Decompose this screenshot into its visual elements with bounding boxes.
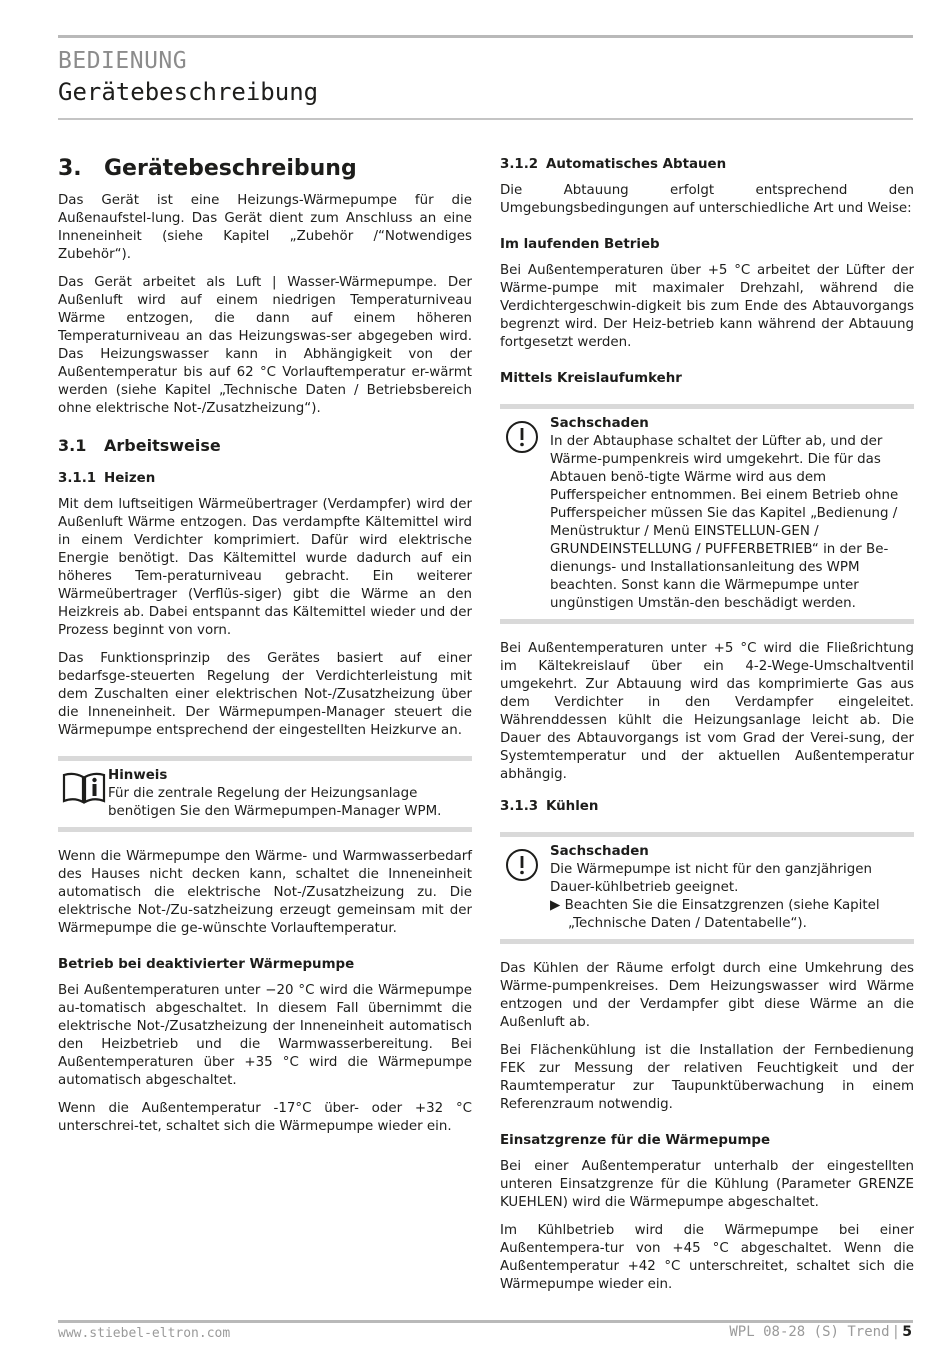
subsection-heading: [500, 156, 914, 174]
warning-box: [500, 832, 914, 944]
subsection-title: Automatisches Abtauen: [546, 157, 727, 172]
subsection-title: Heizen: [104, 471, 156, 486]
paragraph: Im Kühlbetrieb wird die Wärmepumpe bei einer Außentempera-tur von +45 °C abgeschaltet. Wenn die Außentemperatur +42 °C unterschreitet, schaltet sich die Wärmepumpe wieder ein.: [500, 1223, 914, 1292]
paragraph: Das Funktionsprinzip des Gerätes basiert auf einer bedarfsge-steuerten Regelung der Verdichterleistung mit dem Zuschalten einer elektrischen Not-/Zusatzheizung über die Inneneinheit. Der Wärmepumpen-Manager steuert die Wärmepumpe entsprechend der eingestellten Heizkurve an.: [58, 651, 472, 738]
triangle-bullet-icon: ▶: [550, 898, 565, 913]
section-heading: [58, 436, 472, 456]
top-rule: [58, 35, 913, 38]
warning-text: In der Abtauphase schaltet der Lüfter ab, und der Wärme-pumpenkreis wird umgekehrt. Die für das Abtauen benö-tigte Wärme wird aus dem Pufferspeicher entnommen. Bei einem Betrieb ohne Pufferspeicher müssen Sie das Kapitel „Bedienung / Menüstruktur / Menü EINSTELLUN-GEN / GRUNDEINSTELLUNG / PUFFERBETRIEB“ in der Be-dienungs- und Installationsanleitung des WPM beachten. Sonst kann die Wärmepumpe unter ungünstigen Umstän-den beschädigt werden.: [550, 434, 899, 611]
paragraph: Bei Außentemperaturen über +5 °C arbeitet der Lüfter der Wärme-pumpe mit maximaler Drehzahl, während die Verdichtergeschwin-digkeit bis zum Ende des Abtauvorgangs begrenzt wird. Der Heiz-betrieb kann während der Abtauung fortgesetzt werden.: [500, 263, 914, 350]
footer-website-link[interactable]: www.stiebel-eltron.com: [58, 1326, 231, 1341]
warning-icon: [504, 847, 540, 887]
warning-box: [500, 404, 914, 624]
chapter-title: Gerätebeschreibung: [104, 156, 357, 181]
warning-text: Die Wärmepumpe ist nicht für den ganzjährigen Dauer-kühlbetrieb geeignet.: [550, 862, 872, 895]
subsection-number: 3.1.3: [500, 799, 539, 814]
subheading: Mittels Kreislaufumkehr: [500, 371, 682, 386]
subheading: Im laufenden Betrieb: [500, 237, 660, 252]
warning-bullet-text: Beachten Sie die Einsatzgrenzen (siehe Kapitel „Technische Daten / Datentabelle“).: [564, 898, 880, 931]
footer-separator: |: [893, 1324, 899, 1340]
subsection-title: Kühlen: [546, 799, 599, 814]
paragraph: Das Gerät ist eine Heizungs-Wärmepumpe für die Außenaufstel-lung. Das Gerät dient zum Anschluss an eine Inneneinheit (siehe Kapitel „Zubehör /“Notwendiges Zubehör“).: [58, 193, 472, 262]
paragraph: Bei einer Außentemperatur unterhalb der eingestellten unteren Einsatzgrenze für die Kühlung (Parameter GRENZE KUEHLEN) wird die Wärmepumpe abgeschaltet.: [500, 1159, 914, 1210]
subheading: Betrieb bei deaktivierter Wärmepumpe: [58, 957, 355, 972]
section-title: Arbeitsweise: [104, 436, 221, 455]
manual-info-icon: [62, 771, 106, 809]
subsection-number: 3.1.2: [500, 157, 539, 172]
subsection-heading: [500, 798, 914, 816]
chapter-number: 3.: [58, 156, 82, 181]
subsection-heading: [58, 470, 472, 488]
paragraph: Bei Flächenkühlung ist die Installation der Fernbedienung FEK zur Messung der relativen Feuchtigkeit und der Raumtemperatur zur Taupunktüberwachung in einem Referenzraum notwendig.: [500, 1043, 914, 1112]
left-column: [58, 150, 472, 1146]
chapter-heading: [58, 156, 472, 182]
subheading: Einsatzgrenze für die Wärmepumpe: [500, 1133, 771, 1148]
note-title: Hinweis: [108, 768, 168, 783]
paragraph: Das Gerät arbeitet als Luft | Wasser-Wärmepumpe. Der Außenluft wird auf einem niedrigen Temperaturniveau Wärme entzogen, die dann auf einem höheren Temperaturniveau an das Heizungswas-ser abgegeben wird. Das Heizungswasser kann in Abhängigkeit von der Außentemperatur bis auf 62 °C Vorlauftemperatur er-wärmt werden (siehe Kapitel „Technische Daten / Betriebsbereich ohne elektrische Not-/Zusatzheizung“).: [58, 275, 472, 416]
note-box: [58, 756, 472, 832]
warning-bullet: [550, 897, 914, 933]
paragraph: Die Abtauung erfolgt entsprechend den Umgebungsbedingungen auf unterschiedliche Art und Weise:: [500, 183, 914, 216]
section-number: 3.1: [58, 436, 87, 455]
footer-document-name: WPL 08-28 (S) Trend: [729, 1324, 890, 1340]
warning-icon: [504, 419, 540, 459]
footer-doc-info: [729, 1324, 912, 1340]
paragraph: Bei Außentemperaturen unter −20 °C wird die Wärmepumpe au-tomatisch abgeschaltet. In diesem Fall übernimmt die elektrische Not-/Zusatzheizung der Inneneinheit automatisch den Heizbetrieb und die Warmwasserbereitung. Bei Außentemperaturen über +35 °C wird die Wärmepumpe automatisch abgeschaltet.: [58, 983, 472, 1088]
warning-title: Sachschaden: [550, 844, 649, 859]
paragraph: Mit dem luftseitigen Wärmeübertrager (Verdampfer) wird der Außenluft Wärme entzogen. Das verdampfte Kältemittel wird in einem Verdichter komprimiert. Dafür wird elektrische Energie benötigt. Das Kältemittel wurde dadurch auf ein höheres Tem-peraturniveau gebracht. Ein weiterer Wärmeübertrager (Verflüs-siger) gibt die Wärme an den Heizkreis ab. Dabei entspannt das Kältemittel wieder und der Prozess beginnt von vorn.: [58, 497, 472, 638]
paragraph: Wenn die Außentemperatur -17°C über- oder +32 °C unterschrei-tet, schaltet sich die Wärmepumpe wieder ein.: [58, 1101, 472, 1134]
note-text: Für die zentrale Regelung der Heizungsanlage benötigen Sie den Wärmepumpen-Manager WPM.: [108, 786, 442, 819]
subsection-number: 3.1.1: [58, 471, 97, 486]
paragraph: Wenn die Wärmepumpe den Wärme- und Warmwasserbedarf des Hauses nicht decken kann, schaltet die Inneneinheit automatisch die elektrische Not-/Zusatzheizung zu. Die elektrische Not-/Zu-satzheizung erzeugt gemeinsam mit der Wärmepumpe die ge-wünschte Vorlauftemperatur.: [58, 849, 472, 936]
header-title: Gerätebeschreibung: [58, 78, 319, 106]
right-column: [500, 150, 914, 1304]
header-section: BEDIENUNG: [58, 48, 188, 74]
paragraph: Das Kühlen der Räume erfolgt durch eine Umkehrung des Wärme-pumpenkreises. Dem Heizungswasser wird Wärme entzogen und der Verdampfer gibt diese Wärme an die Außenluft ab.: [500, 961, 914, 1030]
footer-rule: [58, 1320, 913, 1323]
warning-title: Sachschaden: [550, 416, 649, 431]
paragraph: Bei Außentemperaturen unter +5 °C wird die Fließrichtung im Kältekreislauf über ein 4-2-Wege-Umschaltventil umgekehrt. Zur Abtauung wird das komprimierte Gas aus dem Verdichter in den Verdampfer eingeleitet. Währenddessen kühlt die Heizungsanlage leicht ab. Die Dauer des Abtauvorgangs ist vom Grad der Verei-sung, der Systemtemperatur und der aktuellen Außentemperatur abhängig.: [500, 641, 914, 782]
page-number: 5: [902, 1324, 912, 1340]
header-rule: [58, 118, 913, 120]
